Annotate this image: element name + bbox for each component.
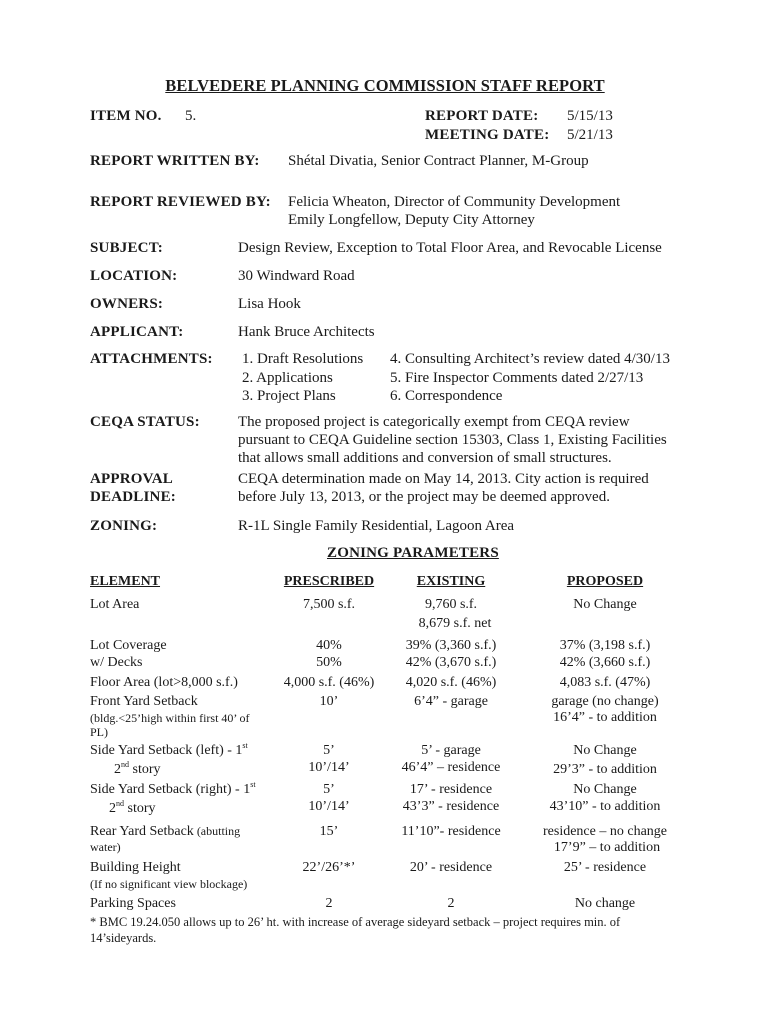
- ceqa-line-1: The proposed project is categorically exempt from CEQA review: [238, 414, 630, 430]
- reviewed-by-line-1: Felicia Wheaton, Director of Community Development: [288, 194, 621, 210]
- column-header-proposed: PROPOSED: [566, 574, 644, 589]
- table-row-element: Front Yard Setback: [90, 694, 198, 709]
- table-cell-prescribed: 10’/14’: [308, 799, 350, 814]
- table-cell-proposed: No Change: [573, 782, 637, 797]
- table-cell-proposed: garage (no change): [551, 694, 659, 709]
- written-by-value: Shétal Divatia, Senior Contract Planner, M-Group: [288, 153, 589, 169]
- column-header-existing: EXISTING: [416, 574, 486, 589]
- table-row-element: Lot Coverage: [90, 638, 167, 653]
- owners-value: Lisa Hook: [238, 296, 301, 312]
- table-row-element: Side Yard Setback (right) - 1st: [90, 780, 256, 797]
- table-cell-proposed: 43’10” - to addition: [549, 799, 661, 814]
- table-cell-existing: 39% (3,360 s.f.): [405, 638, 497, 653]
- table-cell-proposed: residence – no change: [543, 824, 667, 839]
- table-cell-prescribed: 4,000 s.f. (46%): [283, 675, 375, 690]
- attachment-item: 1. Draft Resolutions: [242, 351, 364, 367]
- table-cell-prescribed: 40%: [316, 638, 342, 653]
- table-cell-prescribed: 7,500 s.f.: [302, 597, 356, 612]
- approval-label-1: APPROVAL: [90, 471, 173, 487]
- zoning-label: ZONING:: [90, 518, 158, 534]
- table-cell-existing: 46’4” – residence: [401, 760, 501, 775]
- attachments-label: ATTACHMENTS:: [90, 351, 213, 367]
- table-cell-existing: 5’ - garage: [421, 743, 481, 758]
- table-row-note: PL): [90, 725, 108, 739]
- attachment-item: 2. Applications: [242, 370, 333, 386]
- table-cell-prescribed: 10’/14’: [308, 760, 350, 775]
- table-cell-existing: 6’4” - garage: [414, 694, 488, 709]
- table-cell-existing: 9,760 s.f.: [424, 597, 478, 612]
- table-cell-prescribed: 10’: [319, 694, 339, 709]
- subject-label: SUBJECT:: [90, 240, 164, 256]
- table-cell-prescribed: 2: [325, 896, 333, 911]
- zoning-parameters-heading: ZONING PARAMETERS: [327, 545, 499, 561]
- table-row-element: Side Yard Setback (left) - 1st: [90, 741, 248, 758]
- approval-line-1: CEQA determination made on May 14, 2013. City action is required: [238, 471, 649, 487]
- subject-value: Design Review, Exception to Total Floor Area, and Revocable License: [238, 240, 662, 256]
- table-cell-proposed: 29’3” - to addition: [553, 762, 657, 777]
- table-cell-proposed: 42% (3,660 s.f.): [559, 655, 651, 670]
- owners-label: OWNERS:: [90, 296, 164, 312]
- attachment-item: 6. Correspondence: [390, 388, 503, 404]
- table-cell-proposed: 4,083 s.f. (47%): [559, 675, 651, 690]
- footnote-line-1: * BMC 19.24.050 allows up to 26’ ht. with increase of average sideyard setback – project requires min. of: [90, 915, 621, 929]
- applicant-label: APPLICANT:: [90, 324, 184, 340]
- column-header-prescribed: PRESCRIBED: [283, 574, 375, 589]
- table-row-note: (If no significant view blockage): [90, 877, 248, 891]
- table-cell-existing: 43’3” - residence: [402, 799, 500, 814]
- table-row-element: Parking Spaces: [90, 896, 176, 911]
- ceqa-label: CEQA STATUS:: [90, 414, 200, 430]
- approval-label-2: DEADLINE:: [90, 489, 176, 505]
- table-cell-existing: 11’10”- residence: [401, 824, 501, 839]
- table-cell-prescribed: 22’/26’*’: [302, 860, 356, 875]
- table-cell-proposed: 16’4” - to addition: [553, 710, 657, 725]
- column-header-element: ELEMENT: [90, 574, 161, 589]
- table-row-element: Building Height: [90, 860, 181, 875]
- zoning-value: R-1L Single Family Residential, Lagoon Area: [238, 518, 515, 534]
- table-row-element: 2nd story: [114, 760, 161, 777]
- table-row-element: Floor Area (lot>8,000 s.f.): [90, 675, 238, 690]
- attachment-item: 4. Consulting Architect’s review dated 4/30/13: [390, 351, 670, 367]
- item-value: 5.: [185, 108, 197, 124]
- table-cell-existing: 2: [447, 896, 455, 911]
- table-cell-proposed: No Change: [573, 743, 637, 758]
- table-cell-existing: 20’ - residence: [409, 860, 493, 875]
- table-cell-existing: 17’ - residence: [409, 782, 493, 797]
- report-date-value: 5/15/13: [567, 108, 613, 124]
- table-row-element: 2nd story: [109, 799, 156, 816]
- table-row-element: Rear Yard Setback (abutting: [90, 824, 241, 839]
- table-row-note: water): [90, 840, 121, 854]
- written-by-label: REPORT WRITTEN BY:: [90, 153, 260, 169]
- table-cell-prescribed: 50%: [316, 655, 342, 670]
- page-title: BELVEDERE PLANNING COMMISSION STAFF REPORT: [165, 76, 605, 95]
- table-cell-proposed: 37% (3,198 s.f.): [559, 638, 651, 653]
- table-cell-prescribed: 5’: [323, 782, 335, 797]
- table-cell-proposed: 17’9” – to addition: [553, 840, 661, 855]
- applicant-value: Hank Bruce Architects: [238, 324, 375, 340]
- reviewed-by-line-2: Emily Longfellow, Deputy City Attorney: [288, 212, 535, 228]
- table-cell-prescribed: 15’: [319, 824, 339, 839]
- approval-line-2: before July 13, 2013, or the project may be deemed approved.: [238, 489, 610, 505]
- ceqa-line-2: pursuant to CEQA Guideline section 15303, Class 1, Existing Facilities: [238, 432, 667, 448]
- location-label: LOCATION:: [90, 268, 178, 284]
- table-row-element: w/ Decks: [90, 655, 143, 670]
- item-label: ITEM NO.: [90, 108, 162, 124]
- report-date-label: REPORT DATE:: [425, 108, 539, 124]
- table-cell-existing: 42% (3,670 s.f.): [405, 655, 497, 670]
- attachment-item: 3. Project Plans: [242, 388, 336, 404]
- table-cell-existing: 4,020 s.f. (46%): [405, 675, 497, 690]
- meeting-date-label: MEETING DATE:: [425, 127, 550, 143]
- table-cell-proposed: No change: [574, 896, 636, 911]
- table-cell-prescribed: 5’: [323, 743, 335, 758]
- footnote-line-2: 14’sideyards.: [90, 931, 157, 945]
- attachment-item: 5. Fire Inspector Comments dated 2/27/13: [390, 370, 644, 386]
- ceqa-line-3: that allows small additions and conversion of small structures.: [238, 450, 612, 466]
- table-cell-existing: 8,679 s.f. net: [418, 616, 492, 631]
- meeting-date-value: 5/21/13: [567, 127, 613, 143]
- table-row-element: Lot Area: [90, 597, 140, 612]
- table-cell-proposed: No Change: [573, 597, 637, 612]
- location-value: 30 Windward Road: [238, 268, 355, 284]
- table-cell-proposed: 25’ - residence: [563, 860, 647, 875]
- reviewed-by-label: REPORT REVIEWED BY:: [90, 194, 271, 210]
- table-row-note: (bldg.<25’high within first 40’ of: [90, 711, 250, 725]
